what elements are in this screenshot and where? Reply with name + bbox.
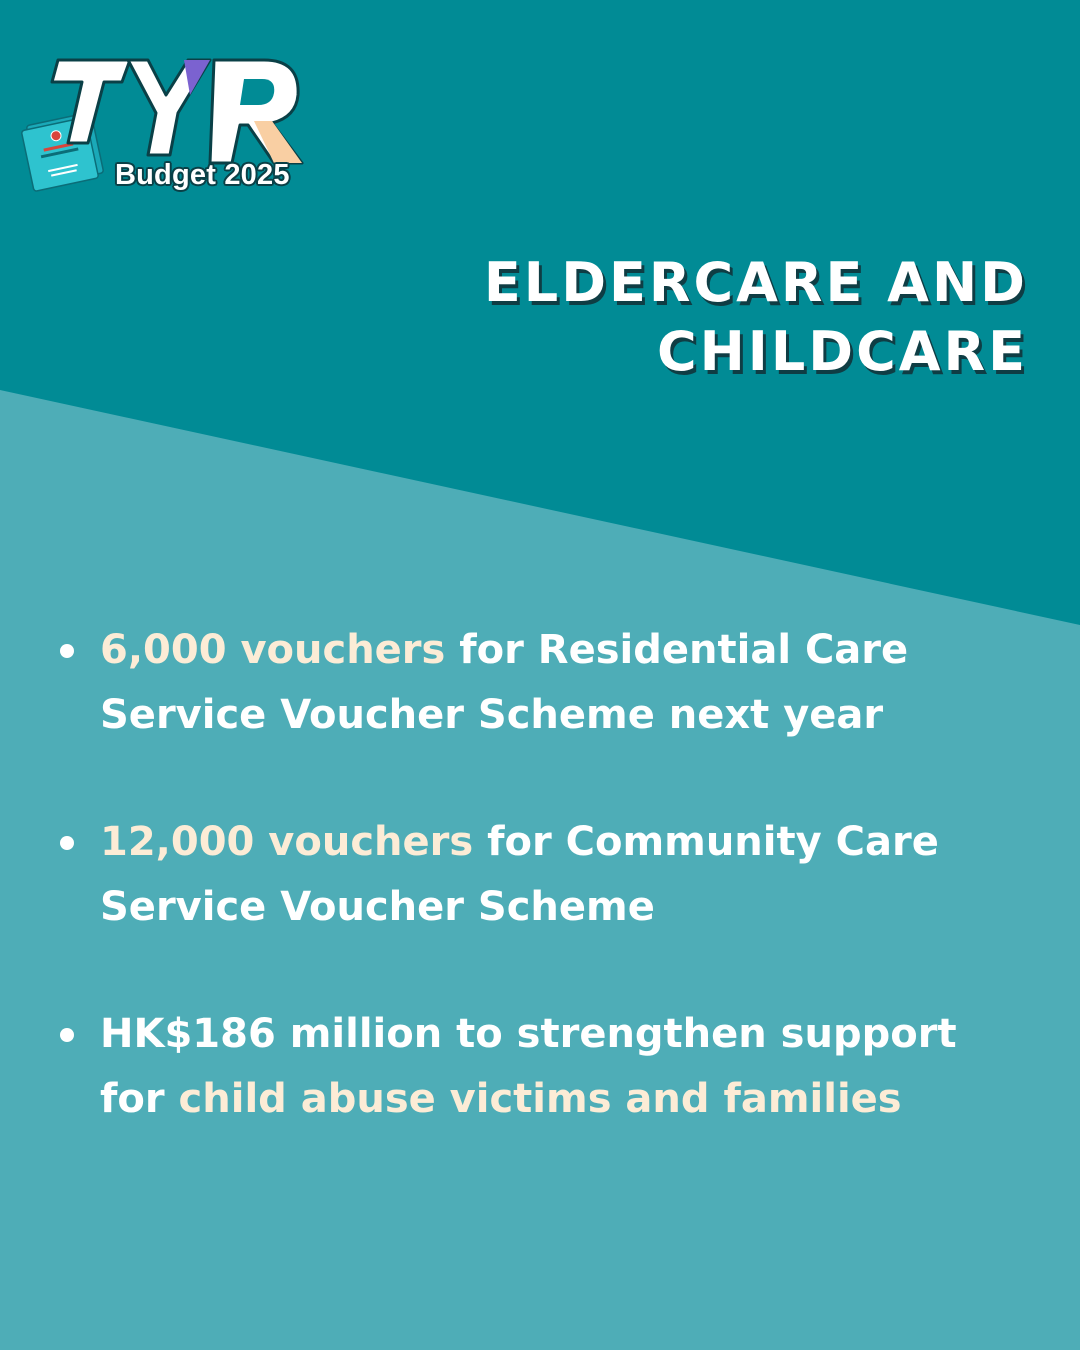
bullet-line-2 [100, 1067, 1050, 1132]
bullet-dot-icon [60, 644, 74, 658]
bullet-text: for Community Care [473, 819, 939, 865]
bullet-line-1: HK$186 million to strengthen support [100, 1011, 957, 1057]
bullet-highlight: child abuse victims and families [178, 1076, 902, 1122]
bullet-line-2: Service Voucher Scheme [100, 884, 655, 930]
page-title-line-2: CHILDCARE [656, 320, 1028, 383]
tyr-budget-logo [18, 55, 318, 200]
bullet-highlight: 6,000 vouchers [100, 627, 446, 673]
bullet-line-1 [100, 618, 1050, 683]
bullet-line-1 [100, 810, 1050, 875]
bullet-item-child-abuse-support [100, 1002, 1050, 1132]
logo-subtitle: Budget 2025 [115, 159, 290, 191]
bullet-dot-icon [60, 836, 74, 850]
bullet-text: for Residential Care [445, 627, 909, 673]
bullet-item-community-care [100, 810, 1050, 940]
bullet-text: for [100, 1076, 179, 1122]
page-title-line-1: ELDERCARE AND [483, 251, 1028, 314]
bullet-item-residential-care [100, 618, 1050, 748]
page-title [484, 248, 1028, 386]
bullet-line-2: Service Voucher Scheme next year [100, 692, 884, 738]
bullet-dot-icon [60, 1028, 74, 1042]
bullet-highlight: 12,000 vouchers [100, 819, 474, 865]
